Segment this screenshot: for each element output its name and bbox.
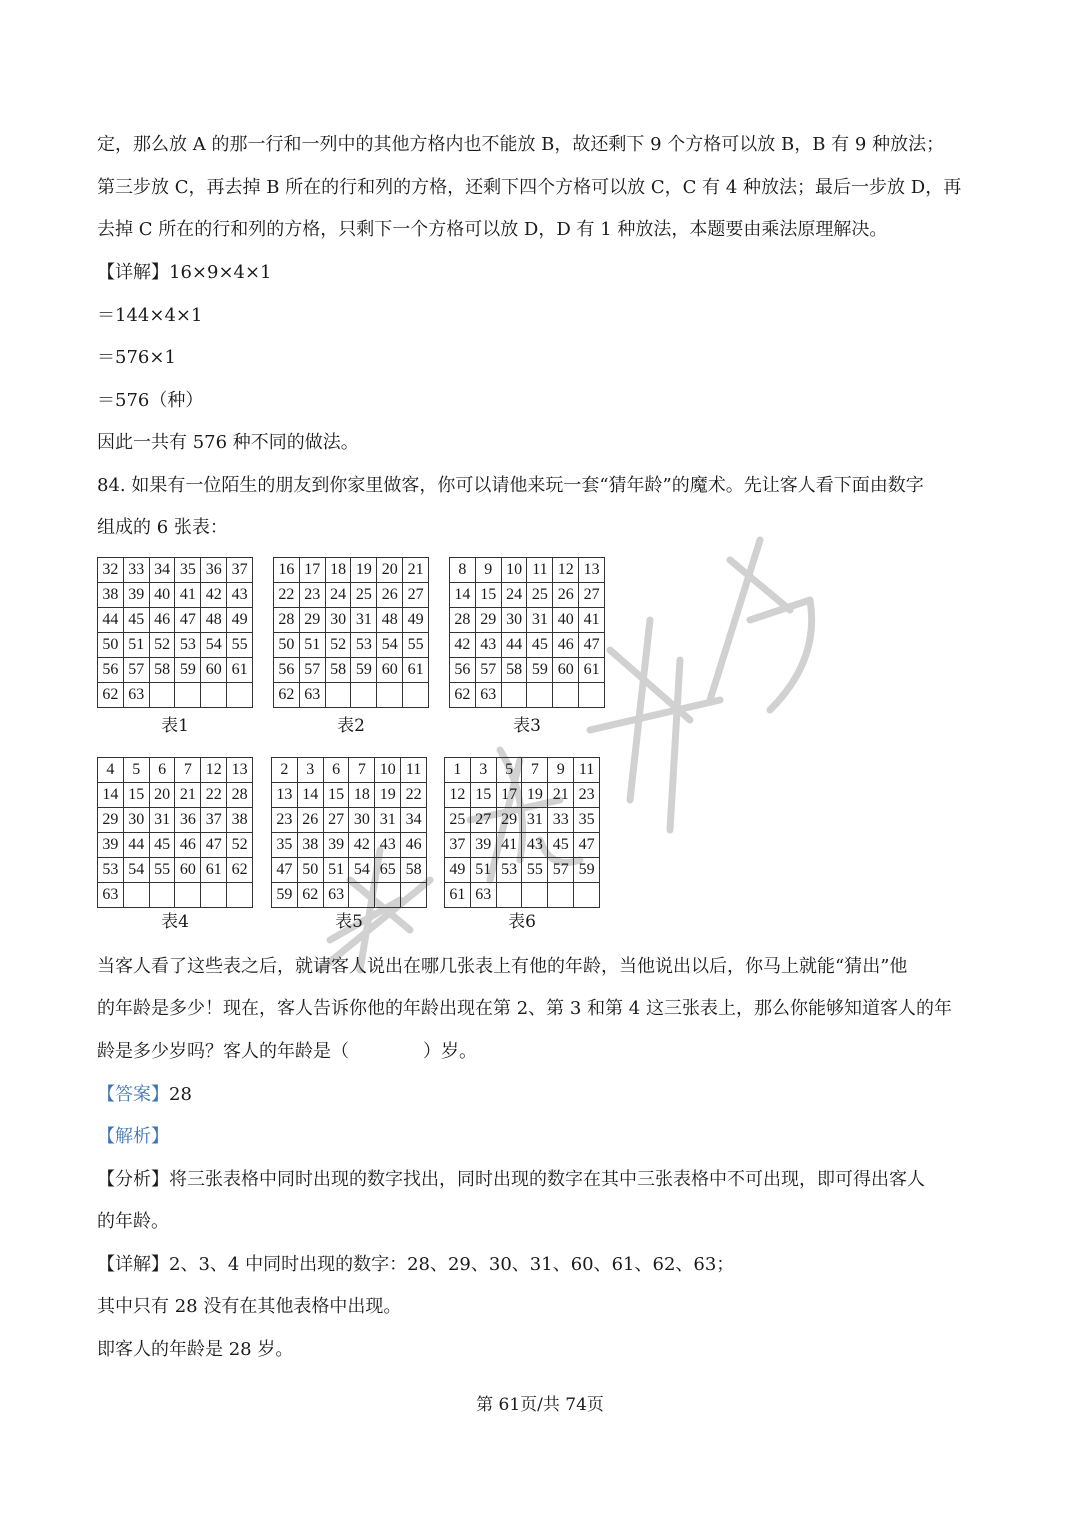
- table-cell: 48: [201, 608, 227, 633]
- table-cell: 7: [522, 758, 548, 783]
- table-cell: 47: [175, 608, 201, 633]
- table-cell: 27: [579, 583, 605, 608]
- table-cell: 12: [201, 758, 227, 783]
- table-cell: [496, 883, 522, 908]
- table-cell: 63: [98, 883, 124, 908]
- table-cell: 26: [377, 583, 403, 608]
- equation-line: ＝576×1: [97, 347, 176, 368]
- table-row: [445, 858, 600, 883]
- table-cell: 58: [325, 658, 351, 683]
- number-tables: [97, 557, 617, 937]
- table-6: [444, 757, 600, 932]
- table-cell: 47: [272, 858, 298, 883]
- table-cell: [227, 883, 253, 908]
- table-cell: 60: [201, 658, 227, 683]
- table-cell: 62: [274, 683, 300, 708]
- table-cell: 6: [323, 758, 349, 783]
- table-cell: 57: [475, 658, 501, 683]
- table-cell: 52: [325, 633, 351, 658]
- table-cell: 61: [227, 658, 253, 683]
- table-cell: 14: [297, 783, 323, 808]
- table-row: [450, 558, 605, 583]
- table-row: [445, 783, 600, 808]
- table-cell: 56: [98, 658, 124, 683]
- table-cell: 38: [297, 833, 323, 858]
- table-cell: 25: [445, 808, 471, 833]
- table-cell: 11: [401, 758, 427, 783]
- table-cell: 56: [450, 658, 476, 683]
- table-cell: 57: [299, 658, 325, 683]
- table-cell: 23: [574, 783, 600, 808]
- table-cell: 42: [349, 833, 375, 858]
- table-cell: 51: [123, 633, 149, 658]
- table-cell: 51: [470, 858, 496, 883]
- table-cell: 60: [175, 858, 201, 883]
- table-cell: 55: [522, 858, 548, 883]
- table-cell: [377, 683, 403, 708]
- table-cell: 43: [375, 833, 401, 858]
- table-cell: 31: [527, 608, 553, 633]
- question-84: 84. 如果有一位陌生的朋友到你家里做客，你可以请他来玩一套“猜年龄”的魔术。先让客人看下面由数字: [97, 475, 924, 496]
- table-cell: 48: [377, 608, 403, 633]
- table-cell: 21: [175, 783, 201, 808]
- table-cell: 7: [349, 758, 375, 783]
- table-cell: 13: [272, 783, 298, 808]
- table-cell: [501, 683, 527, 708]
- table-row: [274, 558, 429, 583]
- table-1: [97, 557, 253, 736]
- table-cell: 55: [403, 633, 429, 658]
- table-cell: 38: [227, 808, 253, 833]
- table-cell: [553, 683, 579, 708]
- table-row: [272, 783, 427, 808]
- table-cell: 16: [274, 558, 300, 583]
- table-cell: 18: [325, 558, 351, 583]
- text-segment: ）岁。: [423, 1041, 477, 1062]
- table-cell: 59: [175, 658, 201, 683]
- table-cell: 25: [527, 583, 553, 608]
- table-cell: 40: [149, 583, 175, 608]
- table-cell: 40: [553, 608, 579, 633]
- table-cell: 49: [445, 858, 471, 883]
- text-line: 第三步放 C，再去掉 B 所在的行和列的方格，还剩下四个方格可以放 C，C 有 4 种放法；最后一步放 D，再: [97, 177, 962, 198]
- table-row: [445, 758, 600, 783]
- table-cell: 27: [403, 583, 429, 608]
- table-cell: 55: [149, 858, 175, 883]
- table-cell: 53: [175, 633, 201, 658]
- table-cell: 13: [579, 558, 605, 583]
- table-cell: 57: [123, 658, 149, 683]
- table-cell: [403, 683, 429, 708]
- table-cell: 14: [98, 783, 124, 808]
- table-cell: 46: [149, 608, 175, 633]
- table-cell: [375, 883, 401, 908]
- table-cell: 31: [375, 808, 401, 833]
- table-cell: 59: [574, 858, 600, 883]
- question-prompt: [97, 1040, 987, 1064]
- analysis-line: 【分析】将三张表格中同时出现的数字找出，同时出现的数字在其中三张表格中不可出现，即可得出客人: [97, 1169, 925, 1190]
- table-cell: 39: [123, 583, 149, 608]
- table-cell: 7: [175, 758, 201, 783]
- table-cell: 37: [227, 558, 253, 583]
- table-cell: 3: [470, 758, 496, 783]
- table-row: [98, 683, 253, 708]
- table-cell: 45: [123, 608, 149, 633]
- table-cell: [351, 683, 377, 708]
- table-cell: 61: [445, 883, 471, 908]
- table-cell: 59: [351, 658, 377, 683]
- table-cell: [527, 683, 553, 708]
- text-line: 去掉 C 所在的行和列的方格，只剩下一个方格可以放 D，D 有 1 种放法，本题要由乘法原理解决。: [97, 219, 888, 240]
- table-cell: 2: [272, 758, 298, 783]
- table-cell: 41: [579, 608, 605, 633]
- table-cell: 36: [201, 558, 227, 583]
- table-cell: 54: [123, 858, 149, 883]
- table-cell: 14: [450, 583, 476, 608]
- table-caption: 表5: [335, 912, 363, 932]
- table-row: [98, 758, 253, 783]
- table-cell: 51: [323, 858, 349, 883]
- analysis-tag: 【解析】: [97, 1126, 169, 1147]
- table-cell: 34: [149, 558, 175, 583]
- table-cell: 41: [496, 833, 522, 858]
- table-cell: 50: [297, 858, 323, 883]
- table-cell: 15: [475, 583, 501, 608]
- table-cell: 45: [149, 833, 175, 858]
- table-cell: 63: [323, 883, 349, 908]
- table-cell: 8: [450, 558, 476, 583]
- table-cell: 35: [574, 808, 600, 833]
- table-cell: 54: [349, 858, 375, 883]
- table-row: [274, 683, 429, 708]
- table-cell: 43: [522, 833, 548, 858]
- table-cell: 63: [123, 683, 149, 708]
- table-cell: 63: [475, 683, 501, 708]
- table-cell: 15: [323, 783, 349, 808]
- table-cell: [574, 883, 600, 908]
- table-cell: 23: [299, 583, 325, 608]
- table-cell: 15: [123, 783, 149, 808]
- table-cell: 25: [351, 583, 377, 608]
- table-cell: 43: [227, 583, 253, 608]
- table-row: [98, 833, 253, 858]
- table-cell: 28: [274, 608, 300, 633]
- page-footer: 第 61页/共 74页: [476, 1395, 604, 1415]
- number-grid: [444, 757, 600, 908]
- table-cell: 54: [377, 633, 403, 658]
- table-cell: 12: [553, 558, 579, 583]
- table-row: [445, 833, 600, 858]
- table-cell: 22: [201, 783, 227, 808]
- table-row: [450, 608, 605, 633]
- table-cell: 10: [375, 758, 401, 783]
- text-line: 的年龄是多少！现在，客人告诉你他的年龄出现在第 2、第 3 和第 4 这三张表上，那么你能够知道客人的年: [97, 998, 952, 1019]
- table-cell: 6: [149, 758, 175, 783]
- table-cell: 5: [496, 758, 522, 783]
- table-caption: 表4: [161, 912, 189, 932]
- table-cell: [201, 883, 227, 908]
- detail-heading: 【详解】16×9×4×1: [97, 262, 272, 283]
- text-segment: 龄是多少岁吗？客人的年龄是（: [97, 1041, 349, 1062]
- table-cell: 37: [201, 808, 227, 833]
- table-cell: 47: [574, 833, 600, 858]
- conclusion-line: 因此一共有 576 种不同的做法。: [97, 432, 359, 453]
- table-cell: 38: [98, 583, 124, 608]
- detail-line: 【详解】2、3、4 中同时出现的数字：28、29、30、31、60、61、62、63；: [97, 1254, 735, 1275]
- table-cell: 34: [401, 808, 427, 833]
- table-cell: 53: [496, 858, 522, 883]
- number-grid: [449, 557, 605, 708]
- table-cell: 59: [272, 883, 298, 908]
- table-cell: 65: [375, 858, 401, 883]
- table-cell: [123, 883, 149, 908]
- table-cell: 61: [403, 658, 429, 683]
- equation-line: ＝576（种）: [97, 390, 204, 411]
- table-cell: 23: [272, 808, 298, 833]
- table-cell: 58: [401, 858, 427, 883]
- table-cell: 35: [272, 833, 298, 858]
- text-line: 其中只有 28 没有在其他表格中出现。: [97, 1296, 402, 1317]
- table-cell: 39: [323, 833, 349, 858]
- table-row: [450, 583, 605, 608]
- table-cell: 33: [123, 558, 149, 583]
- table-row: [98, 883, 253, 908]
- number-grid: [271, 757, 427, 908]
- table-caption: 表3: [513, 716, 541, 736]
- table-cell: 58: [149, 658, 175, 683]
- table-cell: 18: [349, 783, 375, 808]
- table-cell: 63: [299, 683, 325, 708]
- table-cell: 27: [470, 808, 496, 833]
- table-cell: 62: [98, 683, 124, 708]
- table-cell: 19: [351, 558, 377, 583]
- table-cell: 28: [450, 608, 476, 633]
- table-cell: 36: [175, 808, 201, 833]
- table-row: [274, 633, 429, 658]
- answer-value: 28: [169, 1084, 192, 1105]
- table-cell: 42: [450, 633, 476, 658]
- table-row: [272, 758, 427, 783]
- table-cell: 22: [274, 583, 300, 608]
- table-cell: 61: [579, 658, 605, 683]
- table-cell: 33: [548, 808, 574, 833]
- table-cell: 45: [548, 833, 574, 858]
- table-cell: 32: [98, 558, 124, 583]
- table-cell: 62: [450, 683, 476, 708]
- table-cell: 29: [299, 608, 325, 633]
- table-row: [450, 658, 605, 683]
- table-cell: 17: [496, 783, 522, 808]
- table-caption: 表6: [508, 912, 536, 932]
- table-row: [450, 633, 605, 658]
- table-cell: [175, 683, 201, 708]
- table-cell: 50: [274, 633, 300, 658]
- number-grid: [97, 757, 253, 908]
- table-row: [272, 833, 427, 858]
- table-5: [271, 757, 427, 932]
- table-cell: 44: [98, 608, 124, 633]
- table-cell: 39: [98, 833, 124, 858]
- table-caption: 表2: [337, 716, 365, 736]
- text-line: 组成的 6 张表：: [97, 517, 228, 538]
- table-row: [274, 583, 429, 608]
- table-cell: 62: [297, 883, 323, 908]
- table-cell: 27: [323, 808, 349, 833]
- table-cell: 62: [227, 858, 253, 883]
- table-caption: 表1: [161, 716, 189, 736]
- table-cell: [227, 683, 253, 708]
- table-cell: 20: [377, 558, 403, 583]
- number-grid: [273, 557, 429, 708]
- table-cell: 37: [445, 833, 471, 858]
- table-row: [98, 633, 253, 658]
- table-cell: 12: [445, 783, 471, 808]
- table-cell: [401, 883, 427, 908]
- table-cell: [349, 883, 375, 908]
- table-cell: 49: [403, 608, 429, 633]
- table-cell: 9: [548, 758, 574, 783]
- table-cell: 51: [299, 633, 325, 658]
- table-cell: [175, 883, 201, 908]
- table-row: [445, 808, 600, 833]
- answer-line: [97, 1083, 987, 1107]
- table-cell: [201, 683, 227, 708]
- table-cell: 31: [149, 808, 175, 833]
- table-cell: 57: [548, 858, 574, 883]
- table-cell: 11: [574, 758, 600, 783]
- table-cell: 53: [98, 858, 124, 883]
- table-row: [274, 608, 429, 633]
- table-cell: 15: [470, 783, 496, 808]
- table-cell: 29: [475, 608, 501, 633]
- table-row: [445, 883, 600, 908]
- table-cell: 30: [325, 608, 351, 633]
- table-cell: 17: [299, 558, 325, 583]
- table-cell: 41: [175, 583, 201, 608]
- table-cell: 31: [351, 608, 377, 633]
- table-cell: 29: [98, 808, 124, 833]
- table-cell: 63: [470, 883, 496, 908]
- table-row: [274, 658, 429, 683]
- table-cell: 47: [201, 833, 227, 858]
- table-cell: 24: [501, 583, 527, 608]
- table-cell: 58: [501, 658, 527, 683]
- table-cell: 59: [527, 658, 553, 683]
- table-cell: 29: [496, 808, 522, 833]
- table-cell: 22: [401, 783, 427, 808]
- number-grid: [97, 557, 253, 708]
- table-cell: [522, 883, 548, 908]
- table-row: [98, 658, 253, 683]
- table-cell: 11: [527, 558, 553, 583]
- table-cell: 21: [403, 558, 429, 583]
- table-cell: 43: [475, 633, 501, 658]
- table-cell: 26: [553, 583, 579, 608]
- table-cell: 1: [445, 758, 471, 783]
- text-line: 当客人看了这些表之后，就请客人说出在哪几张表上有他的年龄，当他说出以后，你马上就能“猜出”他: [97, 956, 908, 977]
- table-row: [272, 883, 427, 908]
- table-cell: 26: [297, 808, 323, 833]
- answer-tag: 【答案】: [97, 1084, 169, 1105]
- table-cell: 44: [123, 833, 149, 858]
- text-line: 定，那么放 A 的那一行和一列中的其他方格内也不能放 B，故还剩下 9 个方格可以放 B，B 有 9 种放法；: [97, 134, 945, 155]
- table-cell: 55: [227, 633, 253, 658]
- table-row: [272, 858, 427, 883]
- table-cell: 60: [553, 658, 579, 683]
- table-cell: 4: [98, 758, 124, 783]
- table-cell: 61: [201, 858, 227, 883]
- table-2: [273, 557, 429, 736]
- table-cell: 46: [401, 833, 427, 858]
- table-row: [450, 683, 605, 708]
- table-3: [449, 557, 605, 736]
- table-cell: 45: [527, 633, 553, 658]
- table-cell: 30: [123, 808, 149, 833]
- table-cell: 44: [501, 633, 527, 658]
- table-cell: 46: [553, 633, 579, 658]
- table-4: [97, 757, 253, 932]
- table-cell: [325, 683, 351, 708]
- table-row: [98, 583, 253, 608]
- table-row: [98, 808, 253, 833]
- equation-line: ＝144×4×1: [97, 305, 203, 326]
- table-row: [98, 858, 253, 883]
- table-cell: 20: [149, 783, 175, 808]
- conclusion-line: 即客人的年龄是 28 岁。: [97, 1339, 294, 1360]
- table-cell: 19: [522, 783, 548, 808]
- table-cell: 56: [274, 658, 300, 683]
- table-row: [98, 783, 253, 808]
- table-cell: 52: [149, 633, 175, 658]
- table-cell: 13: [227, 758, 253, 783]
- table-cell: 3: [297, 758, 323, 783]
- table-cell: 54: [201, 633, 227, 658]
- table-cell: 42: [201, 583, 227, 608]
- table-cell: 47: [579, 633, 605, 658]
- table-cell: 28: [227, 783, 253, 808]
- table-cell: [149, 683, 175, 708]
- table-cell: 46: [175, 833, 201, 858]
- table-cell: 21: [548, 783, 574, 808]
- table-cell: 30: [349, 808, 375, 833]
- table-cell: 39: [470, 833, 496, 858]
- table-cell: 60: [377, 658, 403, 683]
- table-row: [98, 608, 253, 633]
- table-cell: 31: [522, 808, 548, 833]
- table-cell: 10: [501, 558, 527, 583]
- table-cell: 5: [123, 758, 149, 783]
- table-cell: 53: [351, 633, 377, 658]
- table-cell: [579, 683, 605, 708]
- table-cell: 9: [475, 558, 501, 583]
- table-cell: 35: [175, 558, 201, 583]
- table-row: [272, 808, 427, 833]
- table-cell: [149, 883, 175, 908]
- table-cell: 30: [501, 608, 527, 633]
- text-line: 的年龄。: [97, 1211, 169, 1232]
- table-cell: 49: [227, 608, 253, 633]
- table-cell: 52: [227, 833, 253, 858]
- table-row: [98, 558, 253, 583]
- table-cell: 50: [98, 633, 124, 658]
- table-cell: 19: [375, 783, 401, 808]
- table-cell: [548, 883, 574, 908]
- table-cell: 24: [325, 583, 351, 608]
